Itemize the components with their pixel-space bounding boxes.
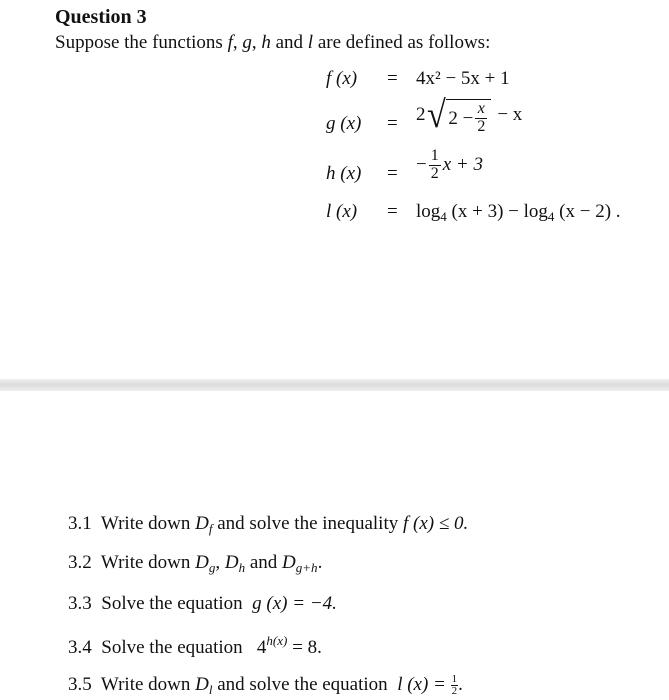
part-3-1: 3.1 Write down $D_f$ and solve the inequality f (x) ≤ 0. <box>68 513 469 536</box>
def-f-lhs: f (x) <box>326 68 358 89</box>
part-3-4: 3.4 Solve the equation $4^{h(x)} = 8$. <box>68 633 322 658</box>
def-f-rhs: 4x² − 5x + 1 <box>416 68 510 89</box>
def-l-eq: = <box>387 201 398 222</box>
def-h-lhs: h (x) <box>326 163 362 184</box>
def-h-rhs: − $\frac{1}{2}$ x + 3 <box>416 147 483 182</box>
def-f-eq: = <box>387 68 398 89</box>
sqrt-expression: √ 2 − $\frac{x}{2}$ <box>426 93 492 137</box>
def-l-lhs: l (x) <box>326 201 358 222</box>
part-3-3: 3.3 Solve the equation g (x) = −4. <box>68 593 337 614</box>
question-intro: Suppose the functions f, g, h and l are defined as follows: <box>55 32 491 53</box>
radical-icon: √ <box>426 94 446 136</box>
def-g-rhs: 2 √ 2 − $\frac{x}{2}$ − x <box>416 94 523 136</box>
question-title: Question 3 <box>55 6 147 28</box>
fraction: $\frac{1}{2}$ <box>430 147 439 182</box>
fraction: $\frac{x}{2}$ <box>477 100 486 135</box>
def-h-eq: = <box>387 163 398 184</box>
part-3-2: 3.2 Write down $D_g$, $D_h$ and $D_{g+h}$. <box>68 552 323 575</box>
def-l-rhs: $\log_4 (x + 3) - \log_4 (x - 2)$ . <box>416 201 621 224</box>
def-g-eq: = <box>387 113 398 134</box>
fraction: $\frac{1}{2}$ <box>451 673 458 698</box>
page-divider <box>0 379 669 391</box>
part-3-5: 3.5 Write down $D_l$ and solve the equation l (x) = $\frac{1}{2}$ . <box>68 673 463 698</box>
def-g-lhs: g (x) <box>326 113 362 134</box>
